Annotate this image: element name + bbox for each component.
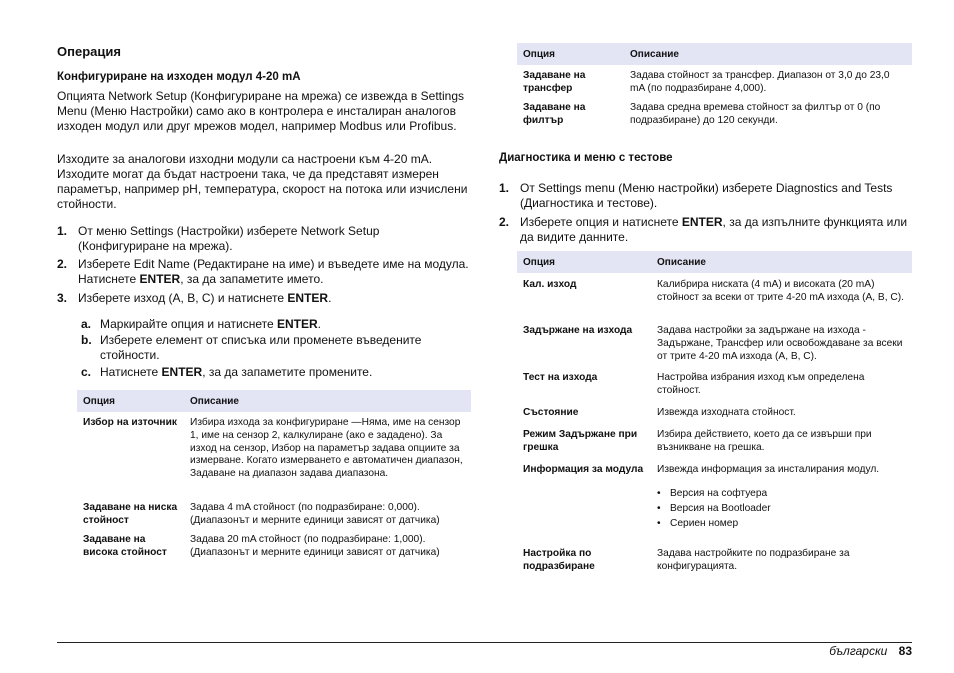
description-cell: Задава средна времева стойност за филтър от 0 (по подразбиране) до 120 секунди. [630,102,881,126]
option-cell: Задаване на трансфер [523,70,586,94]
substep-c [81,365,471,380]
table-row [517,369,912,404]
table-header-row [77,390,471,412]
paragraph-network-setup: Опцията Network Setup (Конфигуриране на мрежа) се извежда в Settings Menu (Меню Настройки) само ако в контролера е инсталиран аналогов изходен модул или друг мрежов модел, например Modbus или Profibus. [57,89,465,133]
description-cell: Калибрира ниската (4 mA) и високата (20 mA) стойност за всеки от трите 4-20 mA изхода (A, B, C). [657,279,904,303]
table-row [517,65,912,101]
option-cell: Кал. изход [523,279,577,290]
step-text: От Settings menu (Меню настройки) изберете Diagnostics and Tests (Диагностика и тестове). [520,181,893,210]
step-text-end: , за да запаметите името. [180,272,324,286]
output-options-table-continued [517,43,912,128]
step-text: Изберете изход (A, B, C) и натиснете [78,291,288,305]
option-cell: Настройка по подразбиране [523,548,595,572]
diag-step-1 [499,181,912,211]
step-text: Изберете Edit Name (Редактиране на име) и въведете име на модула. Натиснете [78,257,469,286]
step-2 [57,257,471,287]
table-row [517,548,912,574]
option-cell: Задаване на ниска стойност [83,502,178,526]
description-cell: Настройва избрания изход към определена стойност. [657,372,865,396]
substep-b [81,333,471,363]
diag-step-2 [499,215,912,245]
table-header-row [517,43,912,65]
step-bold-key: ENTER [681,215,723,229]
output-options-table [77,390,471,560]
table-row [77,412,471,499]
substep-text-end: . [317,317,321,331]
table-row [77,499,471,534]
step-number: 1. [57,224,68,238]
description-cell: Задава стойност за трансфер. Диапазон от 3,0 до 23,0 mA (по подразбиране 4,000). [630,70,890,94]
header-description: Описание [651,251,912,273]
table-row [517,101,912,128]
substep-bold-key: ENTER [276,317,318,331]
substep-letter: b. [81,333,92,347]
subsection-title-analog-output: Конфигуриране на изходен модул 4-20 mA [57,71,301,83]
substep-text: Натиснете [100,365,162,379]
description-cell: Избира действието, което да се извърши при възникване на грешка. [657,429,872,453]
substep-bold-key: ENTER [161,365,203,379]
description-cell [651,461,912,548]
step-text-end: . [328,291,332,305]
substep-letter: c. [81,365,92,379]
step-number: 2. [499,215,510,229]
option-cell: Тест на изхода [523,372,598,383]
substep-letter: a. [81,317,92,331]
page-number: 83 [898,644,912,658]
header-description: Описание [184,390,471,412]
step-text: Изберете опция и натиснете [520,215,682,229]
step-text: От меню Settings (Настройки) изберете Network Setup (Конфигуриране на мрежа). [78,224,380,253]
table-row [517,273,912,323]
description-cell: Задава 20 mA стойност (по подразбиране: 1,000). (Диапазонът и мерните единици зависят от датчика) [190,534,440,558]
substep-text: Изберете елемент от списъка или променете въведените стойности. [100,333,422,362]
step-1 [57,224,471,254]
footer-divider [57,642,912,643]
table-row [517,323,912,369]
table-row [517,461,912,548]
list-item: • Версия на Bootloader [657,501,906,516]
option-cell: Състояние [523,407,579,418]
header-option: Опция [517,43,624,65]
step-number: 3. [57,291,68,305]
subsection-title-diagnostics: Диагностика и меню с тестове [499,152,673,164]
option-cell: Задържане на изхода [523,325,633,336]
section-title: Операция [57,44,121,59]
step-bold-key: ENTER [139,272,181,286]
description-cell: Задава настройки за задържане на изхода - Задържане, Трансфер или освобождаване за всеки от трите 4-20 mA изхода (A, B, C). [657,325,903,362]
option-cell: Избор на източник [83,417,177,428]
table-row [517,404,912,426]
substep-text-end: , за да запаметите промените. [202,365,373,379]
description-cell: Извежда изходната стойност. [657,407,796,418]
step-text-end: , за да изпълните функцията или да видите данните. [520,215,908,244]
table-header-row [517,251,912,273]
table-row [77,534,471,560]
header-option: Опция [517,251,651,273]
option-cell: Задаване на филтър [523,102,586,126]
option-cell: Информация за модула [523,464,644,475]
step-number: 2. [57,257,68,271]
footer-language: български [829,644,888,658]
substep-a [81,317,471,332]
header-option: Опция [77,390,184,412]
paragraph-outputs: Изходите за аналогови изходни модули са настроени към 4-20 mA. Изходите могат да бъдат настроени така, че да представят измерен параметър, например pH, температура, скорост на потока или изчислени стойности. [57,152,468,211]
step-3 [57,291,471,306]
table-row [517,426,912,461]
substep-text: Маркирайте опция и натиснете [100,317,277,331]
page-footer [829,644,912,658]
description-cell: Задава 4 mA стойност (по подразбиране: 0,000). (Диапазонът и мерните единици зависят от датчика) [190,502,440,526]
description-text: Извежда информация за инсталирания модул. [657,464,880,475]
option-cell: Задаване на висока стойност [83,534,167,558]
list-item: • Версия на софтуера [657,486,906,501]
list-item: • Сериен номер [657,516,906,531]
module-info-list [657,486,906,531]
description-cell: Задава настройките по подразбиране за конфигурацията. [657,548,850,572]
step-number: 1. [499,181,510,195]
description-cell: Избира изхода за конфигуриране —Няма, име на сензор 1, име на сензор 2, калкулиране (ако е зададено). За изход на сензор, Избор на параметър задава опциите за измерване. Когато измерването е автоматичен диапазон, Задаване на диапазон задава диапазона. [190,417,463,480]
diagnostics-table [517,251,912,574]
step-bold-key: ENTER [287,291,329,305]
option-cell: Режим Задържане при грешка [523,429,638,453]
header-description: Описание [624,43,912,65]
